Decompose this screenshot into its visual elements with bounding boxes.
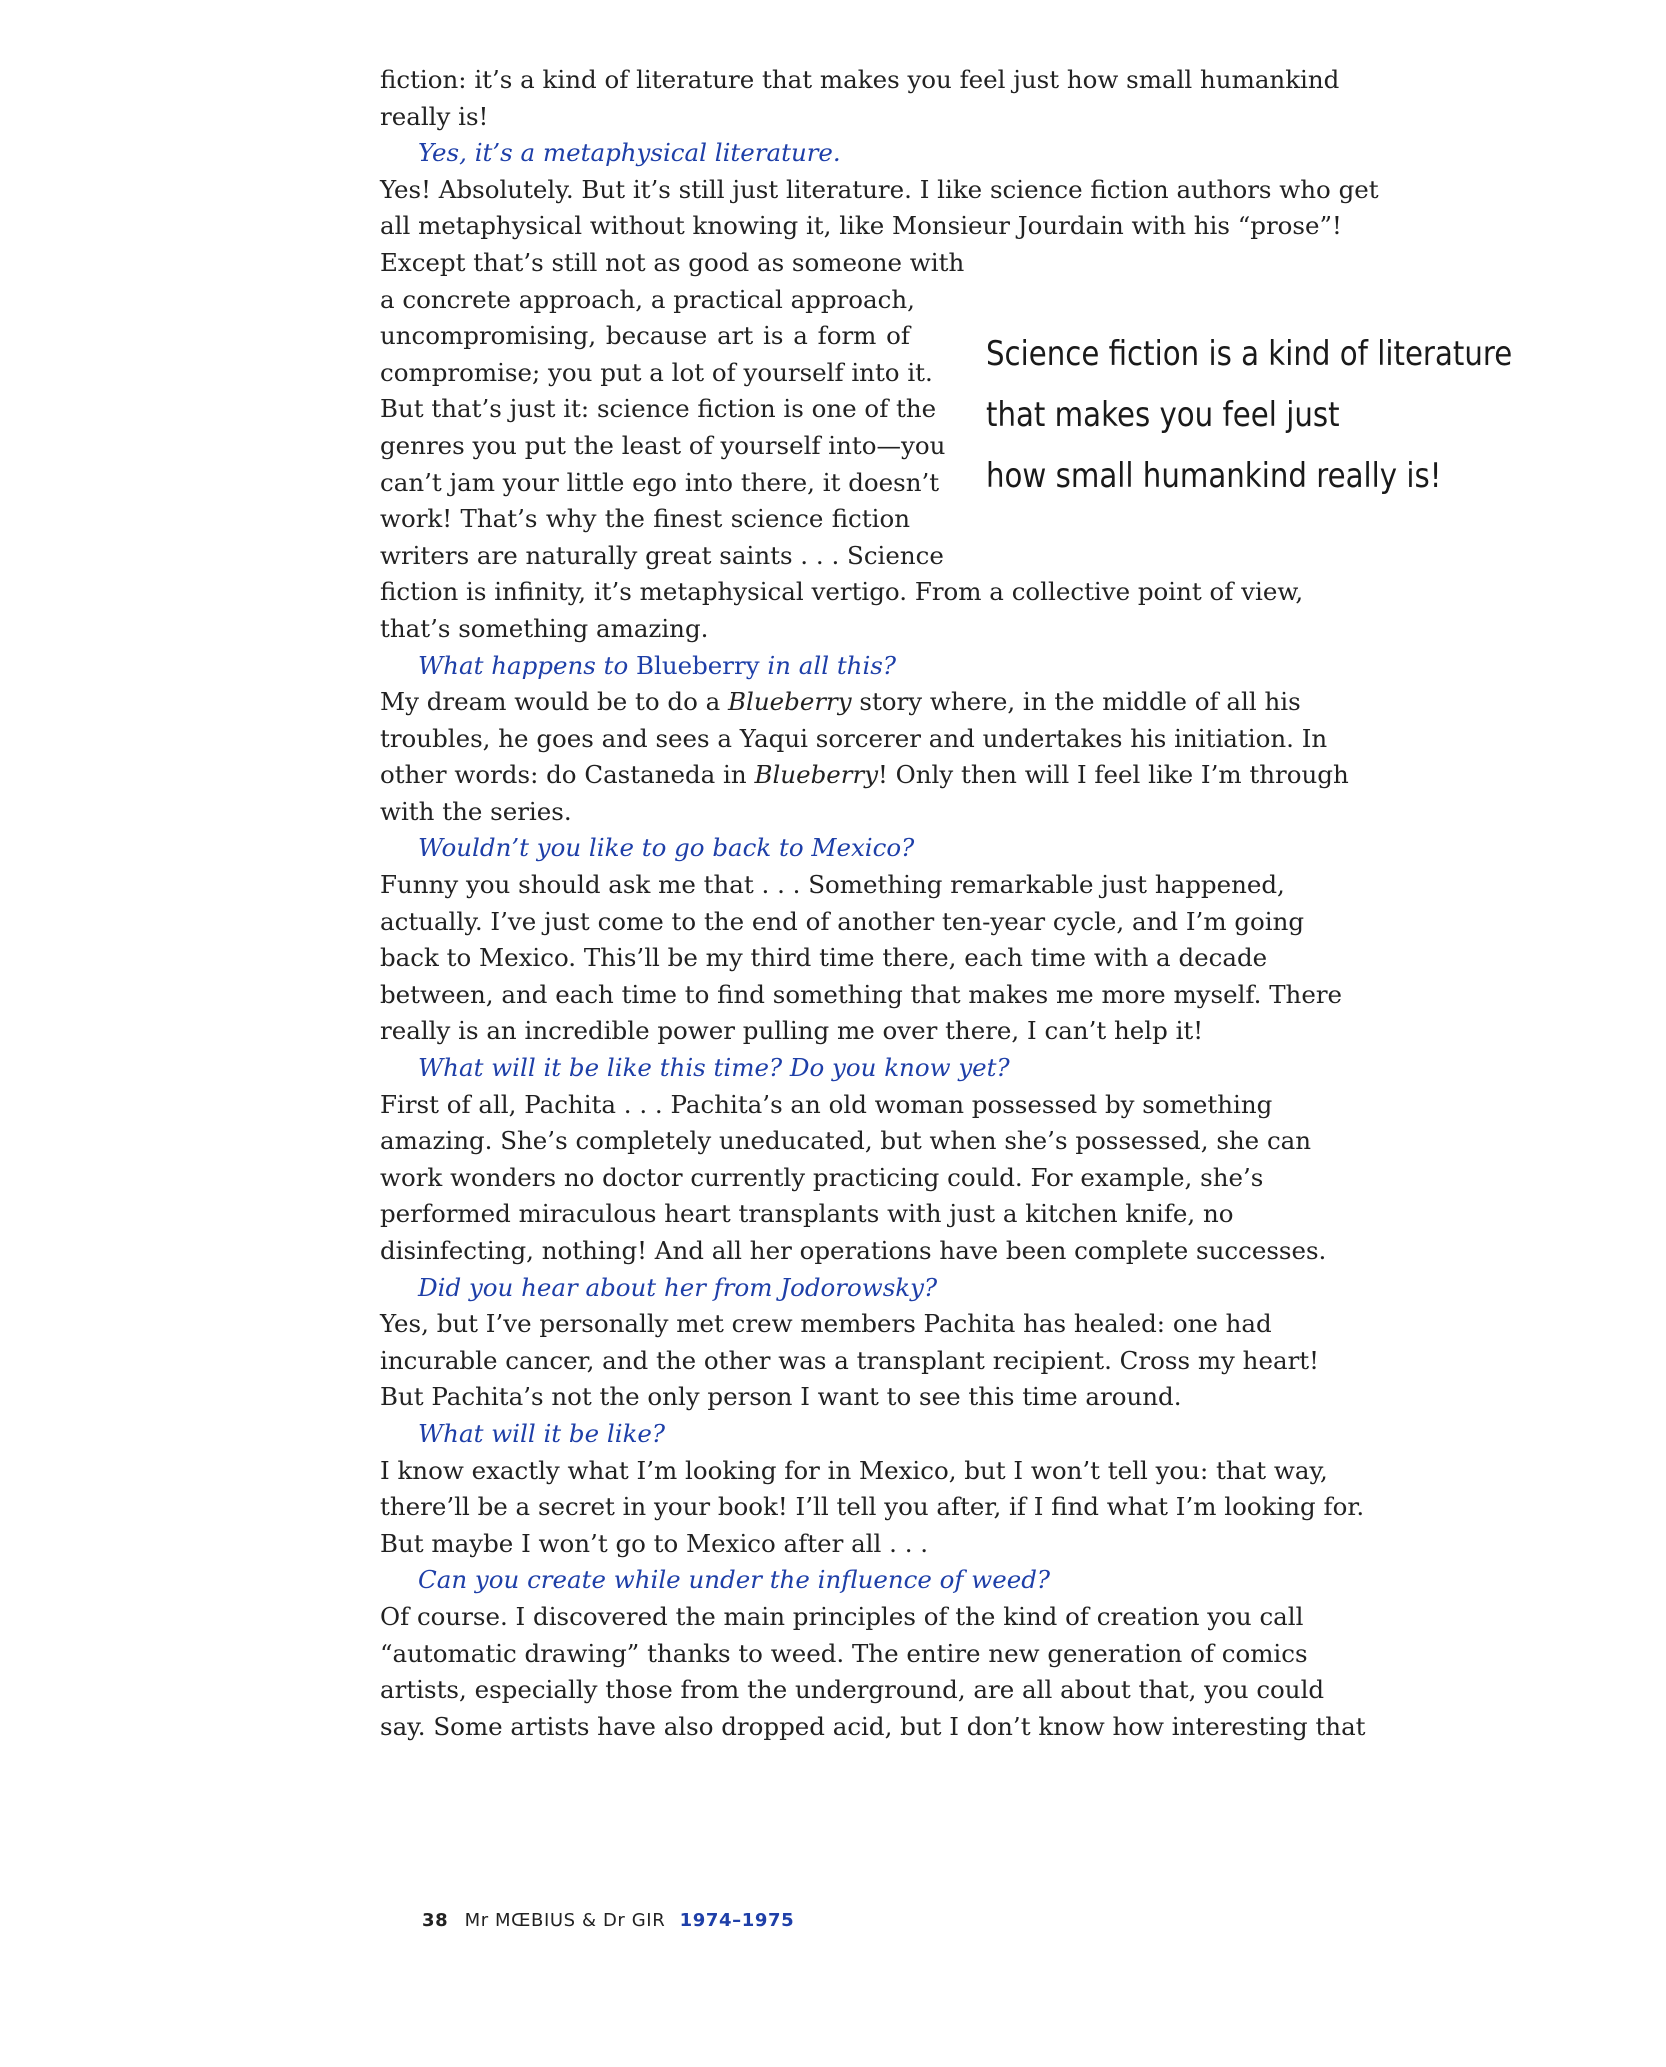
body-line: can’t jam your little ego into there, it doesn’t xyxy=(380,467,940,497)
body-line: compromise; you put a lot of yourself into it. xyxy=(380,357,933,387)
body-line: that’s something amazing. xyxy=(380,613,709,643)
body-line: performed miraculous heart transplants with just a kitchen knife, no xyxy=(380,1199,1234,1229)
page-footer xyxy=(422,1910,794,1931)
body-line: actually. I’ve just come to the end of another ten-year cycle, and I’m going xyxy=(380,906,1305,936)
body-line: “automatic drawing” thanks to weed. The entire new generation of comics xyxy=(380,1638,1308,1668)
book-title: Mr MŒBIUS & Dr GIR xyxy=(464,1910,666,1931)
interview-question: Wouldn’t you like to go back to Mexico? xyxy=(418,833,915,863)
body-line: I know exactly what I’m looking for in Mexico, but I won’t tell you: that way, xyxy=(380,1455,1328,1485)
body-line: Except that’s still not as good as someone with xyxy=(380,247,965,277)
interview-text xyxy=(380,62,1379,1745)
body-line: genres you put the least of yourself into—you xyxy=(380,430,946,460)
body-line: back to Mexico. This’ll be my third time there, each time with a decade xyxy=(380,943,1268,973)
interview-question: Yes, it’s a metaphysical literature. xyxy=(418,138,841,168)
interview-question: Did you hear about her from Jodorowsky? xyxy=(418,1272,938,1302)
interview-question xyxy=(380,648,1300,685)
body-line: writers are naturally great saints . . . Science xyxy=(380,540,944,570)
body-line: fiction is infinity, it’s metaphysical vertigo. From a collective point of view, xyxy=(380,577,1304,607)
body-text: My dream would be to do a xyxy=(380,687,729,717)
question-text: in all this? xyxy=(759,650,896,680)
pull-quote-line: that makes you feel just xyxy=(986,395,1340,435)
interview-question: Can you create while under the influence of weed? xyxy=(418,1565,1051,1595)
question-title-text: Blueberry xyxy=(635,650,760,680)
body-line xyxy=(380,757,1349,794)
body-text: other words: do Castaneda in xyxy=(380,760,755,790)
body-line: all metaphysical without knowing it, like Monsieur Jourdain with his “prose”! xyxy=(380,211,1342,241)
question-text: What happens to xyxy=(418,650,636,680)
body-line: amazing. She’s completely uneducated, but when she’s possessed, she can xyxy=(380,1126,1312,1156)
body-line: But maybe I won’t go to Mexico after all . . . xyxy=(380,1528,929,1558)
body-line: But Pachita’s not the only person I want to see this time around. xyxy=(380,1382,1182,1412)
body-text: ! Only then will I feel like I’m through xyxy=(878,760,1349,790)
interview-question: What will it be like this time? Do you know yet? xyxy=(418,1053,1010,1083)
body-line: a concrete approach, a practical approach, xyxy=(380,284,915,314)
body-line xyxy=(380,684,1300,721)
pull-quote-line: how small humankind really is! xyxy=(986,456,1442,496)
pull-quote xyxy=(986,324,1513,507)
body-text: story where, in the middle of all his xyxy=(851,687,1301,717)
body-line: First of all, Pachita . . . Pachita’s an old woman possessed by something xyxy=(380,1089,1273,1119)
body-line: there’ll be a secret in your book! I’ll tell you after, if I find what I’m looking for. xyxy=(380,1492,1365,1522)
chapter-years: 1974–1975 xyxy=(679,1910,795,1931)
title-italic: Blueberry xyxy=(728,687,852,717)
body-line: Funny you should ask me that . . . Something remarkable just happened, xyxy=(380,870,1285,900)
body-line: work wonders no doctor currently practicing could. For example, she’s xyxy=(380,1162,1264,1192)
body-line: fiction: it’s a kind of literature that makes you feel just how small humankind xyxy=(380,65,1340,94)
body-line: really is! xyxy=(380,101,489,131)
body-line: incurable cancer, and the other was a transplant recipient. Cross my heart! xyxy=(380,1345,1319,1375)
body-line: really is an incredible power pulling me over there, I can’t help it! xyxy=(380,1016,1204,1046)
body-line: artists, especially those from the underground, are all about that, you could xyxy=(380,1675,1325,1705)
title-italic: Blueberry xyxy=(754,760,879,790)
body-line: But that’s just it: science fiction is one of the xyxy=(380,394,937,424)
body-line: Yes, but I’ve personally met crew members Pachita has healed: one had xyxy=(380,1309,1272,1339)
body-line: troubles, he goes and sees a Yaqui sorcerer and undertakes his initiation. In xyxy=(380,723,1328,753)
body-line: with the series. xyxy=(380,796,572,826)
pull-quote-line: Science fiction is a kind of literature xyxy=(986,334,1513,374)
page-number: 38 xyxy=(422,1910,449,1931)
body-line: between, and each time to find something that makes me more myself. There xyxy=(380,979,1343,1009)
body-line: Yes! Absolutely. But it’s still just literature. I like science fiction authors who get xyxy=(380,174,1379,204)
body-line: disinfecting, nothing! And all her operations have been complete successes. xyxy=(380,1236,1327,1265)
body-line: uncompromising, because art is a form of xyxy=(380,321,910,351)
interview-question: What will it be like? xyxy=(418,1418,666,1448)
body-line: work! That’s why the finest science fiction xyxy=(380,504,910,534)
body-line: say. Some artists have also dropped acid, but I don’t know how interesting that xyxy=(380,1711,1366,1741)
body-line: Of course. I discovered the main principles of the kind of creation you call xyxy=(380,1601,1304,1631)
